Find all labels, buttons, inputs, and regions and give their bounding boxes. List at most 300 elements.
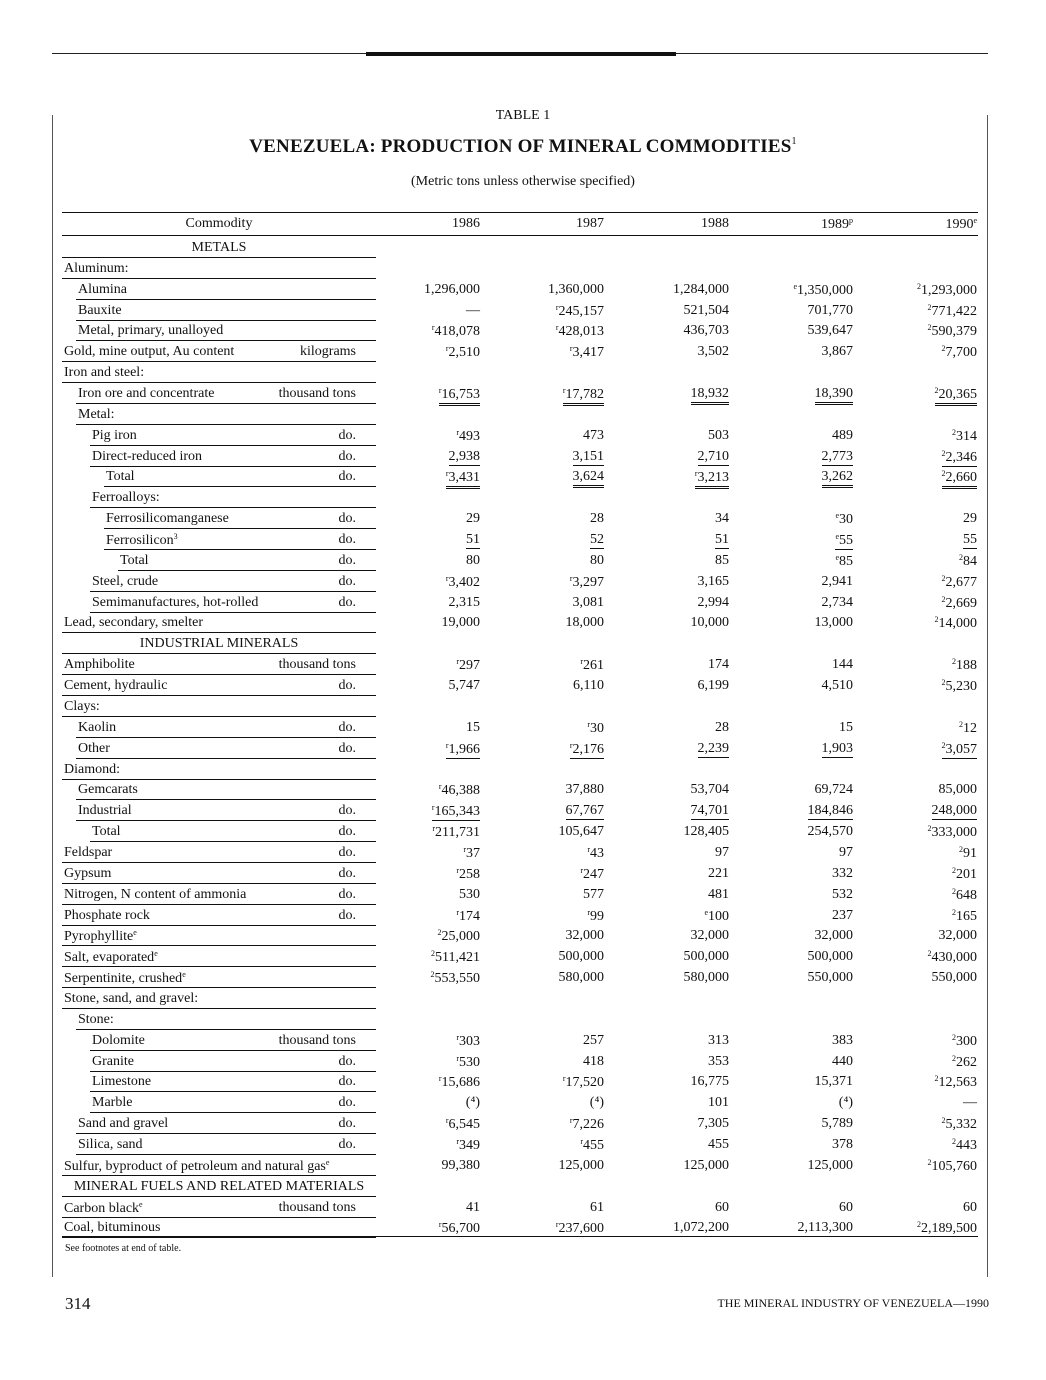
commodity-label — [64, 928, 137, 945]
value-cell — [713, 824, 853, 840]
commodity-footnote-mark: e — [325, 1157, 330, 1167]
value-cell — [589, 720, 729, 736]
value-text: 2,176 — [572, 741, 604, 757]
value-footnote-mark: r — [569, 740, 573, 750]
commodity-footnote-mark: 3 — [173, 532, 178, 542]
value-cell — [837, 678, 977, 695]
value-footnote-mark: 2 — [952, 865, 956, 875]
value-text: (⁴) — [838, 1095, 853, 1111]
value-cell — [464, 344, 604, 361]
value-text: 17,520 — [565, 1075, 604, 1091]
value-cell — [715, 532, 729, 549]
table-row — [0, 905, 1046, 926]
value-footnote-mark: 2 — [952, 1136, 956, 1146]
commodity-label — [92, 490, 160, 506]
value-content — [446, 470, 480, 485]
commodity-label — [64, 699, 100, 715]
value-cell — [589, 908, 729, 925]
year-mark: e — [973, 216, 977, 225]
value-cell — [713, 782, 853, 798]
value-text: 590,379 — [931, 324, 977, 340]
value-cell — [589, 511, 729, 527]
value-text: 188 — [956, 658, 977, 674]
value-cell — [822, 449, 854, 466]
value-text: 19,000 — [441, 615, 480, 631]
value-text: 2,938 — [448, 448, 480, 464]
value-text: 20,365 — [938, 387, 977, 403]
unit-label: do. — [338, 1074, 356, 1090]
value-content — [963, 1095, 977, 1110]
value-footnote-mark: r — [580, 865, 583, 875]
table-row — [0, 383, 1046, 404]
value-text: 3,262 — [821, 469, 853, 485]
value-cell — [589, 845, 729, 861]
unit-label: do. — [338, 448, 356, 464]
table-row — [0, 279, 1046, 300]
section-heading — [0, 237, 1046, 258]
value-text: 257 — [583, 1032, 604, 1048]
value-cell — [464, 1158, 604, 1174]
value-content — [952, 429, 977, 444]
commodity-name: Limestone — [92, 1074, 152, 1090]
value-cell — [464, 595, 604, 611]
unit-label: do. — [338, 552, 356, 568]
commodity-label — [92, 595, 258, 611]
value-cell — [589, 1074, 729, 1090]
value-cell — [713, 928, 853, 944]
value-cell — [837, 303, 977, 320]
value-text: 5,789 — [821, 1116, 853, 1132]
value-text: 3,151 — [572, 448, 604, 464]
table-row — [0, 571, 1046, 592]
section-heading — [0, 633, 1046, 654]
value-text: 430,000 — [931, 950, 977, 966]
section-label: INDUSTRIAL MINERALS — [139, 636, 299, 652]
table-row — [0, 1030, 1046, 1051]
value-cell — [340, 845, 480, 862]
unit-label: thousand tons — [278, 386, 356, 402]
commodity-name: Aluminum: — [64, 260, 129, 276]
value-cell — [691, 386, 730, 405]
commodity-name: Clays: — [64, 698, 100, 714]
value-cell — [713, 678, 853, 694]
commodity-label — [64, 1200, 143, 1217]
table-row — [0, 404, 1046, 425]
value-content — [566, 803, 605, 818]
value-cell — [464, 824, 604, 840]
commodity-label — [78, 323, 223, 339]
value-cell — [713, 1095, 853, 1111]
value-footnote-mark: 2 — [941, 594, 946, 604]
commodity-label — [64, 949, 158, 966]
page-title — [0, 136, 1046, 158]
commodity-label — [78, 782, 138, 798]
value-text: 473 — [583, 427, 604, 443]
value-cell — [837, 887, 977, 904]
value-cell — [464, 657, 604, 674]
unit-label: do. — [338, 865, 356, 881]
value-content — [942, 742, 978, 757]
value-content — [449, 449, 481, 464]
commodity-label — [120, 553, 149, 569]
value-footnote-mark: e — [835, 511, 839, 521]
value-text: 69,724 — [814, 782, 853, 798]
table-row — [0, 300, 1046, 321]
value-footnote-mark: r — [456, 1032, 459, 1042]
value-cell — [713, 720, 853, 736]
value-footnote-mark: r — [456, 1136, 459, 1146]
value-cell — [464, 678, 604, 694]
value-cell — [713, 574, 853, 590]
table-row — [0, 529, 1046, 550]
value-cell — [464, 1095, 604, 1111]
commodity-label — [78, 1012, 114, 1028]
value-cell — [815, 386, 854, 405]
value-content — [446, 742, 480, 757]
value-footnote-mark: 2 — [959, 719, 963, 729]
commodity-label — [106, 532, 178, 549]
value-text: 440 — [832, 1053, 853, 1069]
value-text: 5,230 — [945, 679, 977, 695]
value-cell — [340, 1033, 480, 1050]
value-text: 46,388 — [441, 783, 480, 799]
value-text: 7,700 — [945, 345, 977, 361]
table-row — [0, 821, 1046, 842]
value-text: 489 — [832, 427, 853, 443]
value-text: 60 — [963, 1199, 977, 1215]
value-footnote-mark: 2 — [927, 949, 932, 959]
value-text: (⁴) — [589, 1095, 604, 1111]
commodity-label — [78, 407, 115, 423]
unit-label: do. — [338, 678, 356, 694]
value-text: 2,734 — [821, 594, 853, 610]
value-text: 1,903 — [821, 740, 853, 756]
commodity-label — [92, 1054, 134, 1070]
value-text: 51 — [466, 532, 480, 548]
value-footnote-mark: r — [445, 469, 449, 479]
commodity-footnote-mark: e — [139, 1199, 143, 1209]
value-cell — [589, 1095, 729, 1111]
value-footnote-mark: 2 — [959, 552, 963, 562]
value-cell — [837, 511, 977, 527]
commodity-name: Gypsum — [64, 865, 112, 881]
value-content — [822, 741, 854, 756]
value-cell — [835, 532, 853, 550]
value-content — [928, 950, 978, 965]
value-content — [959, 846, 977, 861]
value-cell — [589, 949, 729, 965]
value-text: 237 — [832, 907, 853, 923]
value-footnote-mark: 2 — [927, 323, 932, 333]
value-cell — [837, 824, 977, 841]
value-text: 500,000 — [683, 949, 729, 965]
value-content — [808, 803, 854, 818]
value-text: 332 — [832, 865, 853, 881]
commodity-name: Gemcarats — [78, 782, 138, 798]
value-text: 12 — [963, 720, 977, 736]
value-footnote-mark: 2 — [934, 615, 939, 625]
value-cell — [713, 1054, 853, 1070]
row-rule — [62, 1237, 376, 1238]
footnote-reference: See footnotes at end of table. — [65, 1243, 182, 1254]
value-footnote-mark: r — [456, 907, 459, 917]
value-cell — [340, 282, 480, 298]
value-footnote-mark: r — [569, 344, 573, 354]
value-footnote-mark: r — [438, 1220, 442, 1230]
unit-label: do. — [338, 907, 356, 923]
value-footnote-mark: 2 — [959, 844, 963, 854]
value-cell — [340, 887, 480, 903]
value-content — [935, 1075, 978, 1090]
units-note: (Metric tons unless otherwise specified) — [411, 174, 635, 189]
value-text: 201 — [956, 866, 977, 882]
value-cell — [464, 615, 604, 631]
top-bar-accent — [366, 52, 676, 56]
value-text: 53,704 — [690, 782, 729, 798]
value-cell — [566, 803, 605, 820]
value-cell — [589, 657, 729, 673]
commodity-label — [64, 991, 198, 1007]
value-content — [917, 283, 977, 298]
value-text: 125,000 — [683, 1157, 729, 1173]
value-cell — [589, 824, 729, 840]
value-content — [942, 450, 978, 465]
commodity-label — [78, 720, 116, 736]
value-cell — [713, 344, 853, 360]
unit-label: do. — [338, 1136, 356, 1152]
value-text: 648 — [956, 887, 977, 903]
value-cell — [822, 469, 854, 488]
value-footnote-mark: r — [555, 1220, 559, 1230]
commodity-label — [78, 803, 132, 819]
value-cell — [713, 949, 853, 965]
value-text: 521,504 — [683, 302, 729, 318]
value-text: 2,773 — [821, 448, 853, 464]
value-text: 500,000 — [807, 949, 853, 965]
value-footnote-mark: r — [456, 1053, 459, 1063]
value-text: 15,686 — [441, 1075, 480, 1091]
value-cell — [340, 1116, 480, 1133]
value-cell — [340, 553, 480, 569]
value-text: 3,417 — [572, 345, 604, 361]
value-cell — [837, 1116, 977, 1133]
value-text: 333,000 — [931, 825, 977, 841]
commodity-name: Salt, evaporated — [64, 950, 155, 966]
value-text: 1,284,000 — [673, 281, 729, 297]
value-text: 493 — [459, 428, 480, 444]
commodity-name: Metal: — [78, 406, 115, 422]
value-cell — [589, 1158, 729, 1174]
value-cell — [589, 1033, 729, 1049]
value-content — [952, 1034, 977, 1049]
value-text: 3,081 — [572, 594, 604, 610]
value-footnote-mark: r — [438, 1074, 442, 1084]
value-footnote-mark: 2 — [941, 678, 946, 688]
value-text: 25,000 — [441, 929, 480, 945]
value-footnote-mark: 2 — [952, 1032, 956, 1042]
value-cell — [464, 866, 604, 883]
value-content — [698, 449, 730, 464]
value-cell — [340, 303, 480, 319]
value-text: 52 — [590, 532, 604, 548]
table-row — [0, 1092, 1046, 1113]
value-text: 2,677 — [945, 574, 977, 590]
value-cell — [340, 574, 480, 591]
value-footnote-mark: 2 — [437, 928, 442, 938]
value-cell — [589, 1137, 729, 1153]
value-cell — [837, 1137, 977, 1154]
running-footer: THE MINERAL INDUSTRY OF VENEZUELA—1990 — [717, 1296, 989, 1310]
commodity-name: Stone: — [78, 1011, 114, 1027]
commodity-name: Alumina — [78, 281, 127, 297]
value-text: 60 — [839, 1199, 853, 1215]
table-row — [0, 612, 1046, 633]
value-text: 550,000 — [807, 970, 853, 986]
value-cell — [713, 908, 853, 924]
table-row — [0, 759, 1046, 780]
commodity-label — [64, 762, 120, 778]
value-footnote-mark: r — [562, 386, 566, 396]
value-text: 314 — [956, 428, 977, 444]
commodity-name: Marble — [92, 1095, 133, 1111]
value-text: 55 — [839, 533, 853, 549]
value-text: 530 — [459, 1054, 480, 1070]
value-footnote-mark: 2 — [952, 907, 956, 917]
value-cell — [340, 1158, 480, 1174]
value-text: 165,343 — [434, 804, 480, 820]
table-row — [0, 1197, 1046, 1218]
value-text: 99 — [590, 908, 604, 924]
value-cell — [713, 1137, 853, 1153]
year-header — [837, 216, 977, 233]
value-cell — [808, 803, 854, 820]
value-footnote-mark: r — [555, 302, 559, 312]
table-row — [0, 320, 1046, 341]
value-footnote-mark: r — [438, 386, 442, 396]
commodity-name: Feldspar — [64, 844, 113, 860]
value-text: 67,767 — [565, 803, 604, 819]
table-row — [0, 258, 1046, 279]
value-cell — [464, 1220, 604, 1237]
value-cell — [570, 741, 604, 759]
value-cell — [713, 1116, 853, 1132]
value-cell — [713, 553, 853, 570]
value-cell — [340, 511, 480, 527]
value-footnote-mark: r — [456, 657, 459, 667]
commodity-label — [64, 261, 129, 277]
table-row — [0, 946, 1046, 967]
table-row — [0, 675, 1046, 696]
value-text: 349 — [459, 1137, 480, 1153]
value-text: 481 — [708, 886, 729, 902]
value-cell — [340, 866, 480, 883]
value-text: 378 — [832, 1136, 853, 1152]
year-mark: p — [849, 216, 853, 225]
value-cell — [340, 1095, 480, 1111]
value-text: 101 — [708, 1095, 729, 1111]
value-text: 17,782 — [565, 387, 604, 403]
commodity-label — [64, 1220, 160, 1236]
value-cell — [340, 428, 480, 445]
commodity-label — [64, 615, 203, 631]
commodity-name: Granite — [92, 1053, 134, 1069]
value-footnote-mark: 2 — [431, 949, 436, 959]
table-bottom-rule — [62, 1236, 978, 1237]
value-text: 174 — [708, 657, 729, 673]
value-text: 37,880 — [565, 782, 604, 798]
value-cell — [837, 1095, 977, 1111]
section-label: METALS — [191, 240, 247, 255]
table-row — [0, 863, 1046, 884]
value-content — [942, 470, 978, 485]
value-footnote-mark: r — [445, 1116, 449, 1126]
value-content — [928, 304, 978, 319]
value-text: 503 — [708, 427, 729, 443]
commodity-label — [92, 449, 202, 465]
value-content — [715, 532, 729, 547]
value-text: 80 — [590, 552, 604, 568]
value-footnote-mark: r — [587, 907, 590, 917]
value-text: 6,545 — [448, 1117, 480, 1133]
value-footnote-mark: 2 — [927, 302, 932, 312]
value-text: 303 — [459, 1033, 480, 1049]
value-text: 2,189,500 — [921, 1221, 977, 1237]
commodity-name: Pig iron — [92, 427, 137, 443]
table-row — [0, 842, 1046, 863]
commodity-name: Industrial — [78, 803, 132, 819]
value-cell — [713, 511, 853, 528]
value-cell — [589, 595, 729, 611]
value-cell — [589, 303, 729, 319]
value-text: 3,402 — [448, 574, 480, 590]
value-content — [695, 470, 729, 485]
commodity-label — [92, 1095, 132, 1111]
commodity-label — [64, 887, 246, 903]
table-row — [0, 508, 1046, 529]
commodity-name: Kaolin — [78, 719, 117, 735]
value-cell — [713, 303, 853, 319]
value-footnote-mark: e — [793, 281, 797, 291]
value-text: 5,747 — [448, 678, 480, 694]
value-text: 43 — [590, 845, 604, 861]
value-text: 55 — [963, 532, 977, 548]
value-cell — [837, 595, 977, 612]
value-text: 3,502 — [697, 344, 729, 360]
value-cell — [340, 949, 480, 966]
table-row — [0, 654, 1046, 675]
value-text: 2,113,300 — [797, 1220, 853, 1236]
value-text: 15,371 — [814, 1074, 853, 1090]
value-text: 261 — [583, 658, 604, 674]
table-row — [0, 884, 1046, 905]
value-content — [935, 387, 978, 402]
title-footnote-mark: 1 — [791, 136, 797, 147]
commodity-label — [92, 574, 158, 590]
value-text: 443 — [956, 1137, 977, 1153]
table-row — [0, 362, 1046, 383]
value-text: (⁴) — [465, 1095, 480, 1111]
value-content — [466, 532, 480, 547]
section-heading — [0, 1176, 1046, 1197]
value-cell — [713, 428, 853, 444]
commodity-label — [64, 657, 135, 673]
value-cell — [464, 970, 604, 986]
value-text: 30 — [590, 720, 604, 736]
value-footnote-mark: 2 — [927, 1157, 932, 1167]
value-footnote-mark: 2 — [941, 344, 946, 354]
value-text: 553,550 — [434, 971, 480, 987]
value-content — [952, 1138, 977, 1153]
